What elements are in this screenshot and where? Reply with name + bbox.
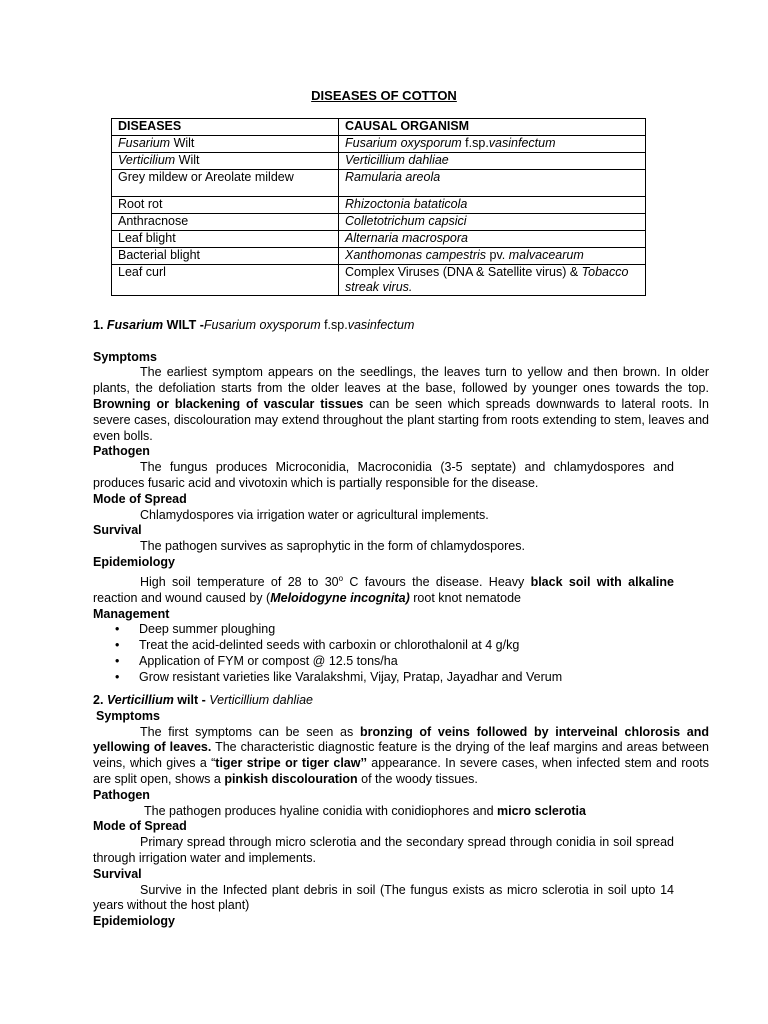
table-row xyxy=(112,231,646,248)
disease-cell: Leaf curl xyxy=(112,265,339,296)
symptoms-heading: Symptoms xyxy=(93,349,157,364)
organism-cell: Rhizoctonia bataticola xyxy=(339,197,646,214)
epidemiology-text: High soil temperature of 28 to 30$^o$ C favours the disease. Heavy black soil with alkaline reaction and wound caused by (Meloidogyne incognita) root knot nematode xyxy=(93,573,674,605)
disease-cell: Fusarium Wilt xyxy=(112,136,339,153)
disease-cell: Grey mildew or Areolate mildew xyxy=(112,170,339,197)
list-item: • Deep summer ploughing xyxy=(93,622,709,638)
diseases-table xyxy=(111,118,646,296)
pathogen-heading: Pathogen xyxy=(93,444,150,459)
organism-cell: Xanthomonas campestris pv. malvacearum xyxy=(339,248,646,265)
symptoms-heading: Symptoms xyxy=(96,708,160,723)
survival-text: The pathogen survives as saprophytic in the form of chlamydospores. xyxy=(140,539,525,554)
organism-cell: Alternaria macrospora xyxy=(339,231,646,248)
disease-cell: Bacterial blight xyxy=(112,248,339,265)
survival-text: Survive in the Infected plant debris in soil (The fungus exists as micro sclerotia in soil upto 14 years without the host plant) xyxy=(93,882,674,913)
pathogen-heading: Pathogen xyxy=(93,787,150,802)
table-row xyxy=(112,214,646,231)
section-heading: 1. Fusarium WILT -Fusarium oxysporum f.sp.vasinfectum xyxy=(93,318,415,332)
table-row xyxy=(112,153,646,170)
organism-cell: Ramularia areola xyxy=(339,170,646,197)
pathogen-text: The pathogen produces hyaline conidia with conidiophores and micro sclerotia xyxy=(144,803,586,818)
table-row xyxy=(112,197,646,214)
management-heading: Management xyxy=(93,606,170,621)
section-heading: 2. Verticillium wilt - Verticillium dahliae xyxy=(93,693,313,707)
table-row xyxy=(112,265,646,296)
list-item: • Grow resistant varieties like Varalakshmi, Vijay, Pratap, Jayadhar and Verum xyxy=(93,670,709,686)
disease-cell: Anthracnose xyxy=(112,214,339,231)
management-list xyxy=(93,622,709,685)
pathogen-text: The fungus produces Microconidia, Macroconidia (3-5 septate) and chlamydospores and produces fusaric acid and vivotoxin which is partially responsible for the disease. xyxy=(93,460,674,490)
spread-heading: Mode of Spread xyxy=(93,491,187,506)
epidemiology-heading: Epidemiology xyxy=(93,914,175,929)
table-header-row xyxy=(112,119,646,136)
table-row xyxy=(112,136,646,153)
table-row xyxy=(112,248,646,265)
spread-text: Primary spread through micro sclerotia and the secondary spread through conidia in soil spread through irrigation water and implements. xyxy=(93,835,674,865)
survival-heading: Survival xyxy=(93,523,142,538)
table-row xyxy=(112,170,646,197)
spread-heading: Mode of Spread xyxy=(93,819,187,834)
disease-cell: Root rot xyxy=(112,197,339,214)
section-verticillium-wilt xyxy=(93,693,709,930)
header-causal-organism: CAUSAL ORGANISM xyxy=(339,119,646,136)
symptoms-text: The earliest symptom appears on the seedlings, the leaves turn to yellow and then brown. In older plants, the defoliation starts from the older leaves at the base, followed by younger ones towards the top. Browning or blackening of vascular tissues can be seen which spreads downwards to lateral roots. In severe cases, discolouration may extend throughout the plant starting from roots extending to stem, leaves and even bolls. xyxy=(93,365,709,443)
header-diseases: DISEASES xyxy=(112,119,339,136)
organism-cell: Complex Viruses (DNA & Satellite virus) & Tobacco streak virus. xyxy=(339,265,646,296)
symptoms-text: The first symptoms can be seen as bronzing of veins followed by interveinal chlorosis and yellowing of leaves. The characteristic diagnostic feature is the drying of the leaf margins and areas between veins, which gives a “tiger stripe or tiger claw’’ appearance. In severe cases, when infected stem and roots are split open, shows a pinkish discolouration of the woody tissues. xyxy=(93,724,710,786)
page-title: DISEASES OF COTTON xyxy=(311,88,457,103)
organism-cell: Verticillium dahliae xyxy=(339,153,646,170)
list-item: • Treat the acid-delinted seeds with carboxin or chlorothalonil at 4 g/kg xyxy=(93,638,709,654)
section-fusarium-wilt xyxy=(93,318,709,685)
spread-text: Chlamydospores via irrigation water or agricultural implements. xyxy=(140,507,489,522)
organism-cell: Fusarium oxysporum f.sp.vasinfectum xyxy=(339,136,646,153)
epidemiology-heading: Epidemiology xyxy=(93,554,175,569)
organism-cell: Colletotrichum capsici xyxy=(339,214,646,231)
survival-heading: Survival xyxy=(93,866,142,881)
list-item: • Application of FYM or compost @ 12.5 tons/ha xyxy=(93,654,709,670)
disease-cell: Verticilium Wilt xyxy=(112,153,339,170)
disease-cell: Leaf blight xyxy=(112,231,339,248)
